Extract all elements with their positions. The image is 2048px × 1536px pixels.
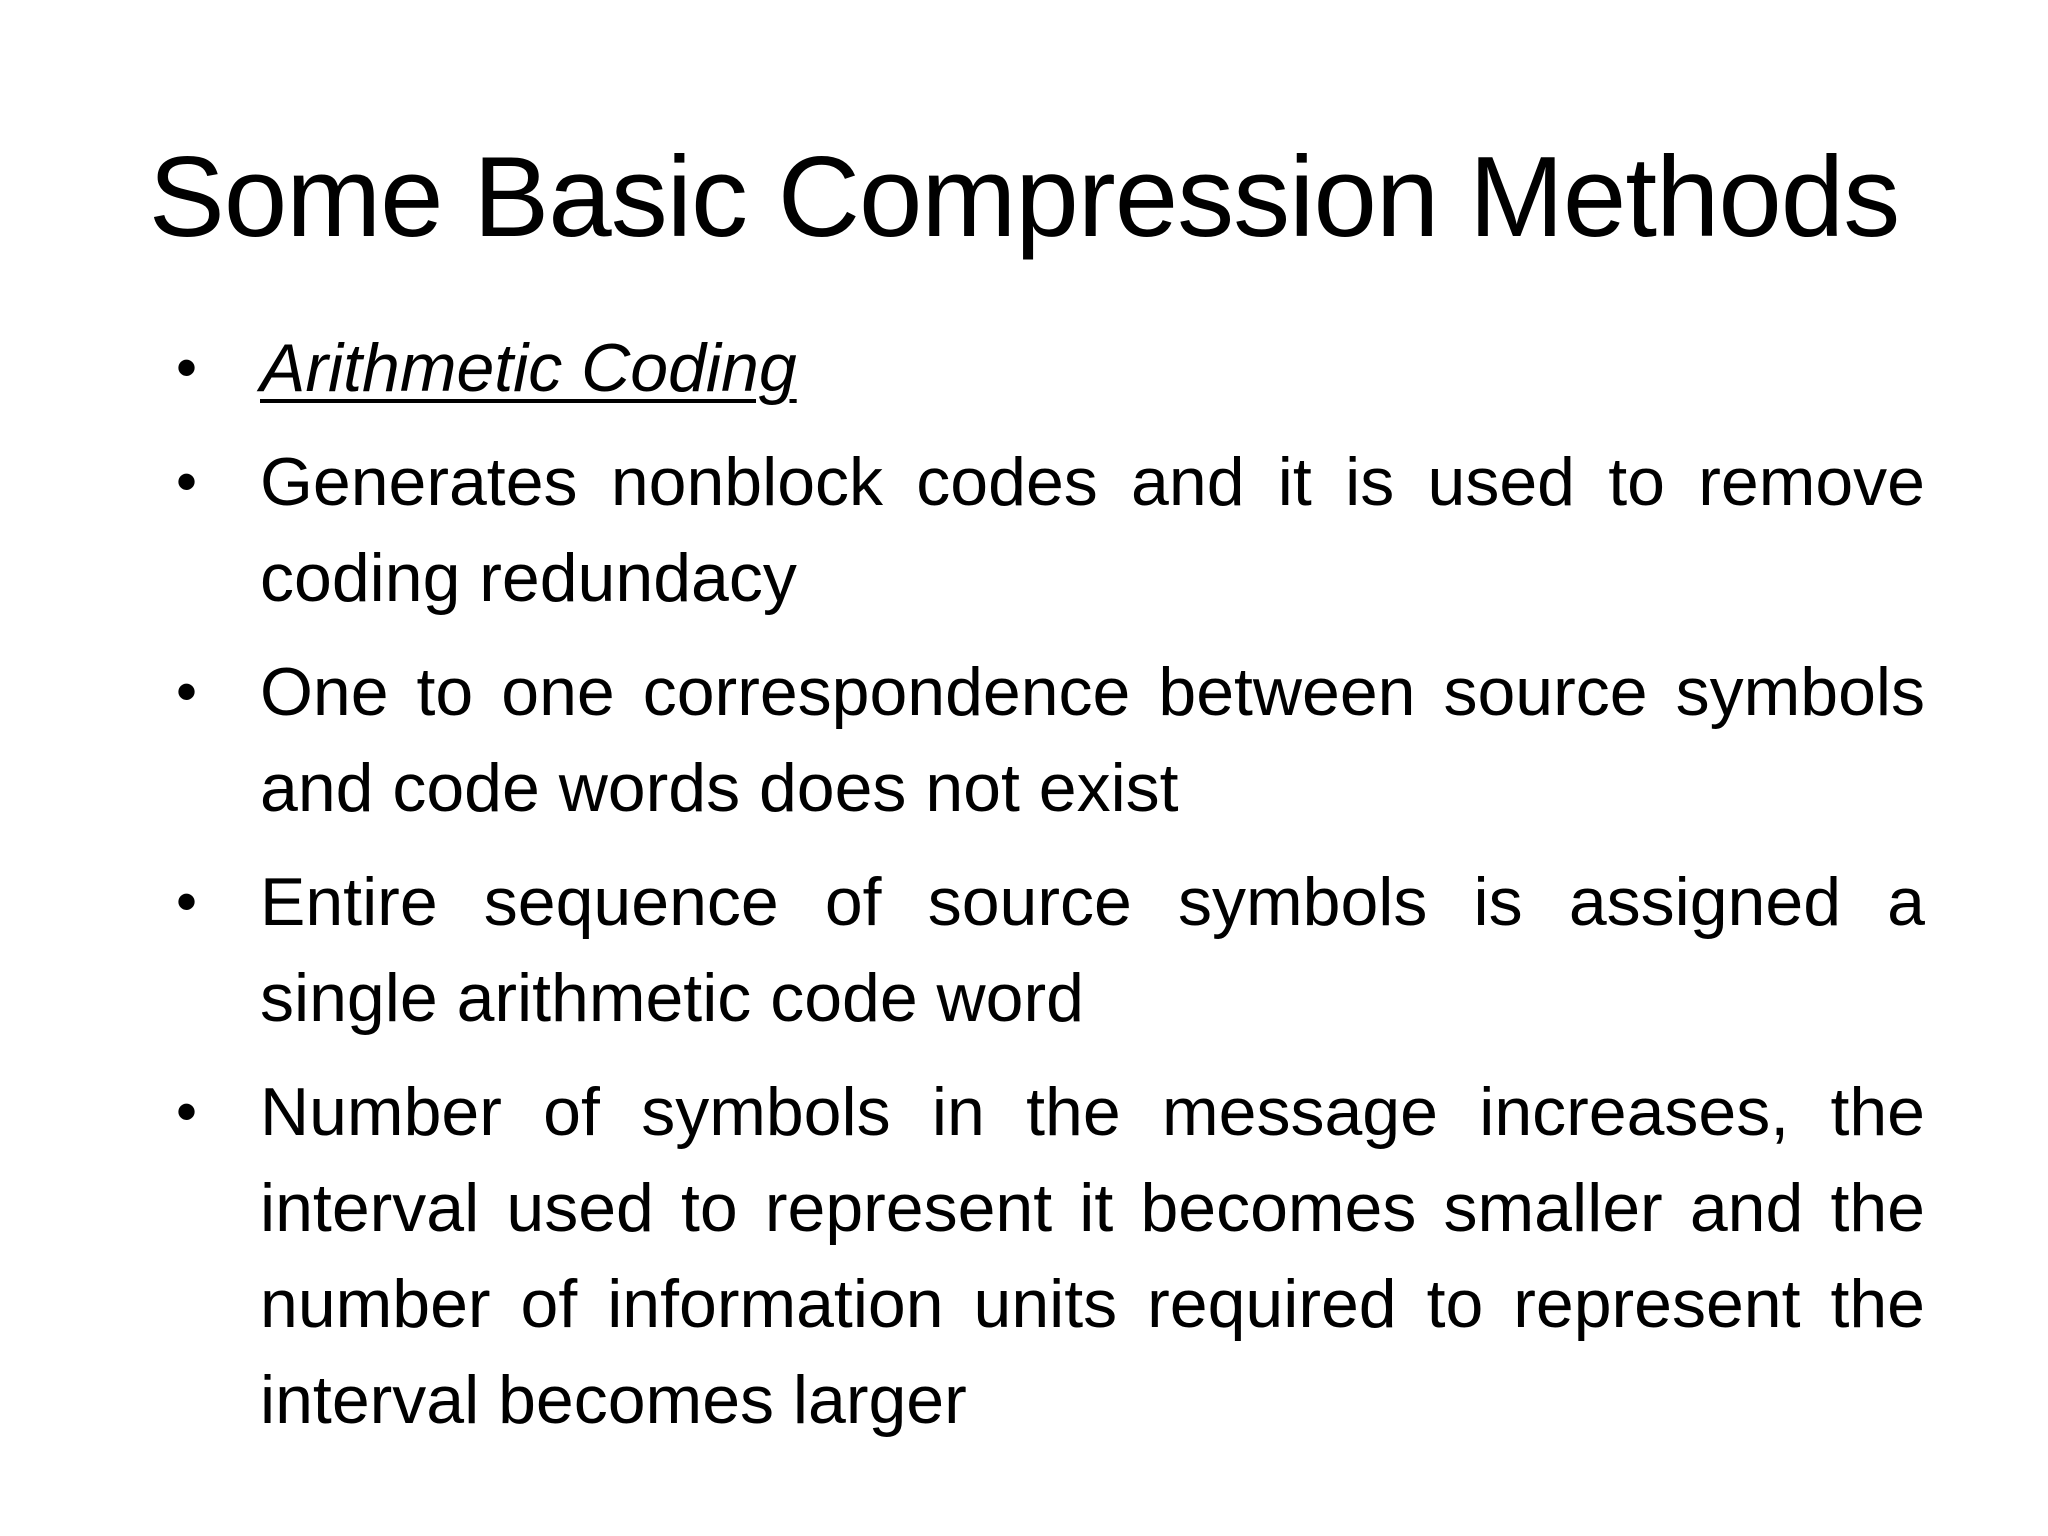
bullet-item-correspondence	[176, 644, 1925, 836]
bullet-dot-icon: •	[176, 334, 198, 401]
bullet-text: Entire sequence of source symbols is assigned a single arithmetic code word	[260, 864, 1925, 1036]
bullet-item-entire-sequence	[176, 854, 1925, 1046]
bullet-dot-icon: •	[176, 448, 198, 515]
bullet-item-number-of-symbols	[176, 1064, 1925, 1448]
bullet-list	[0, 320, 2048, 1466]
bullet-item-arithmetic-coding	[176, 320, 1925, 416]
bullet-item-nonblock-codes	[176, 434, 1925, 626]
bullet-dot-icon: •	[176, 1078, 198, 1145]
bullet-dot-icon: •	[176, 658, 198, 725]
bullet-text: One to one correspondence between source symbols and code words does not exist	[260, 654, 1925, 826]
slide-title: Some Basic Compression Methods	[148, 134, 1900, 261]
bullet-text: Arithmetic Coding	[260, 330, 797, 406]
bullet-text: Number of symbols in the message increases, the interval used to represent it becomes smaller and the number of information units required to represent the interval becomes larger	[260, 1074, 1925, 1438]
bullet-text: Generates nonblock codes and it is used to remove coding redundacy	[260, 444, 1925, 616]
bullet-dot-icon: •	[176, 868, 198, 935]
